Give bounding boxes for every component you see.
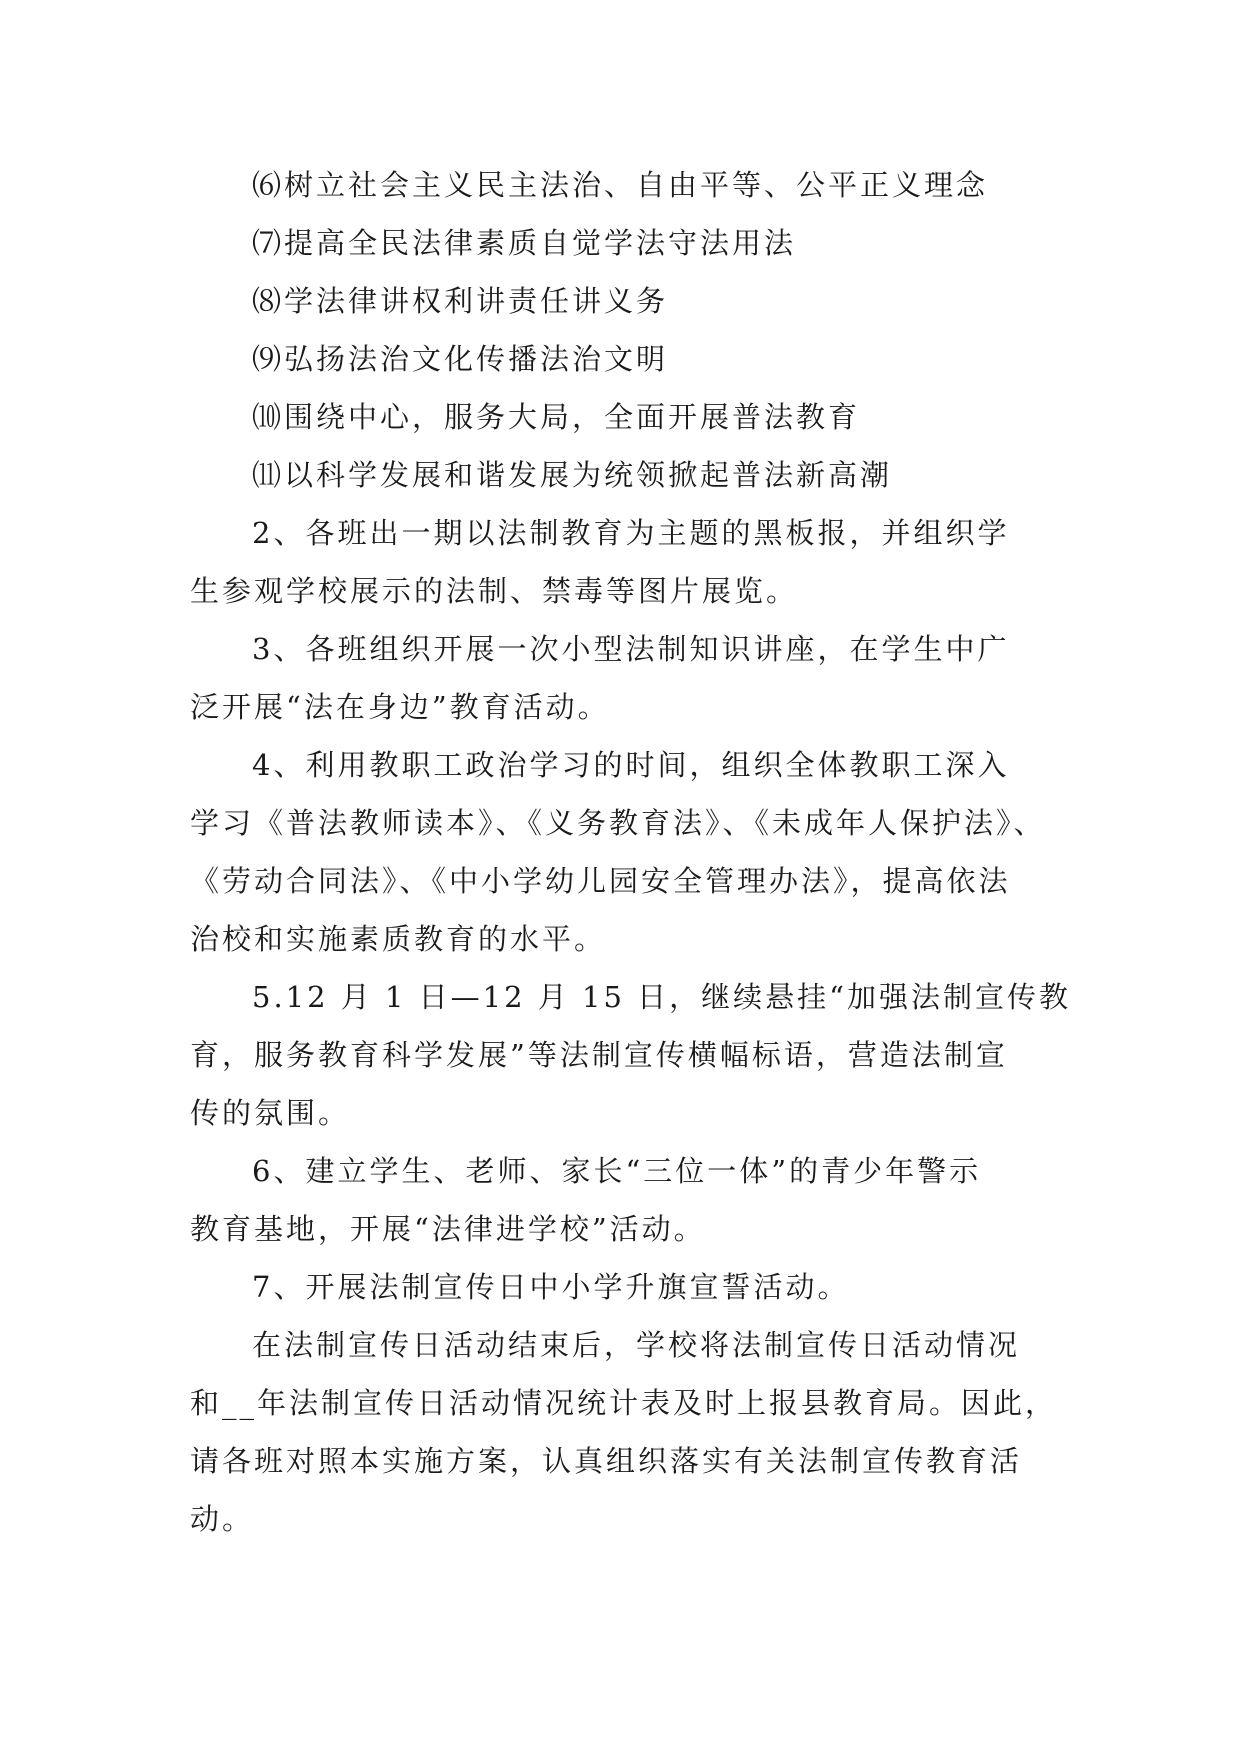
list-item-8: ⑻学法律讲权利讲责任讲义务 [252, 284, 669, 318]
paragraph-3-line-1: 3、各班组织开展一次小型法制知识讲座，在学生中广 [252, 632, 1010, 666]
paragraph-2-line-2: 生参观学校展示的法制、禁毒等图片展览。 [190, 574, 799, 608]
paragraph-4-line-4: 治校和实施素质教育的水平。 [190, 922, 607, 956]
paragraph-6-line-2: 教育基地，开展“法律进学校”活动。 [190, 1212, 706, 1246]
closing-paragraph-line-4: 动。 [190, 1502, 255, 1536]
paragraph-2-line-1: 2、各班出一期以法制教育为主题的黑板报，并组织学 [252, 516, 1010, 550]
list-item-10: ⑽围绕中心，服务大局，全面开展普法教育 [252, 400, 861, 434]
paragraph-5-line-3: 传的氛围。 [190, 1096, 351, 1130]
closing-paragraph-line-2: 和__年法制宣传日活动情况统计表及时上报县教育局。因此， [190, 1386, 1058, 1420]
closing-paragraph-line-3: 请各班对照本实施方案，认真组织落实有关法制宣传教育活 [190, 1444, 1023, 1478]
paragraph-6-line-1: 6、建立学生、老师、家长“三位一体”的青少年警示 [252, 1154, 982, 1188]
paragraph-5-line-1: 5.12 月 1 日—12 月 15 日，继续悬挂“加强法制宣传教 [252, 980, 1071, 1014]
list-item-11: ⑾以科学发展和谐发展为统领掀起普法新高潮 [252, 458, 893, 492]
paragraph-4-line-3: 《劳动合同法》、《中小学幼儿园安全管理办法》，提高依法 [190, 864, 1011, 898]
paragraph-3-line-2: 泛开展“法在身边”教育活动。 [190, 690, 610, 724]
paragraph-4-line-1: 4、利用教职工政治学习的时间，组织全体教职工深入 [252, 748, 1010, 782]
paragraph-4-line-2: 学习《普法教师读本》、《义务教育法》、《未成年人保护法》、 [190, 806, 1046, 840]
list-item-6: ⑹树立社会主义民主法治、自由平等、公平正义理念 [252, 168, 989, 202]
list-item-7: ⑺提高全民法律素质自觉学法守法用法 [252, 226, 797, 260]
paragraph-5-line-2: 育，服务教育科学发展”等法制宣传横幅标语，营造法制宣 [190, 1038, 1008, 1072]
closing-paragraph-line-1: 在法制宣传日活动结束后，学校将法制宣传日活动情况 [252, 1328, 1021, 1362]
paragraph-7-line-1: 7、开展法制宣传日中小学升旗宣誓活动。 [252, 1270, 850, 1304]
list-item-9: ⑼弘扬法治文化传播法治文明 [252, 342, 669, 376]
